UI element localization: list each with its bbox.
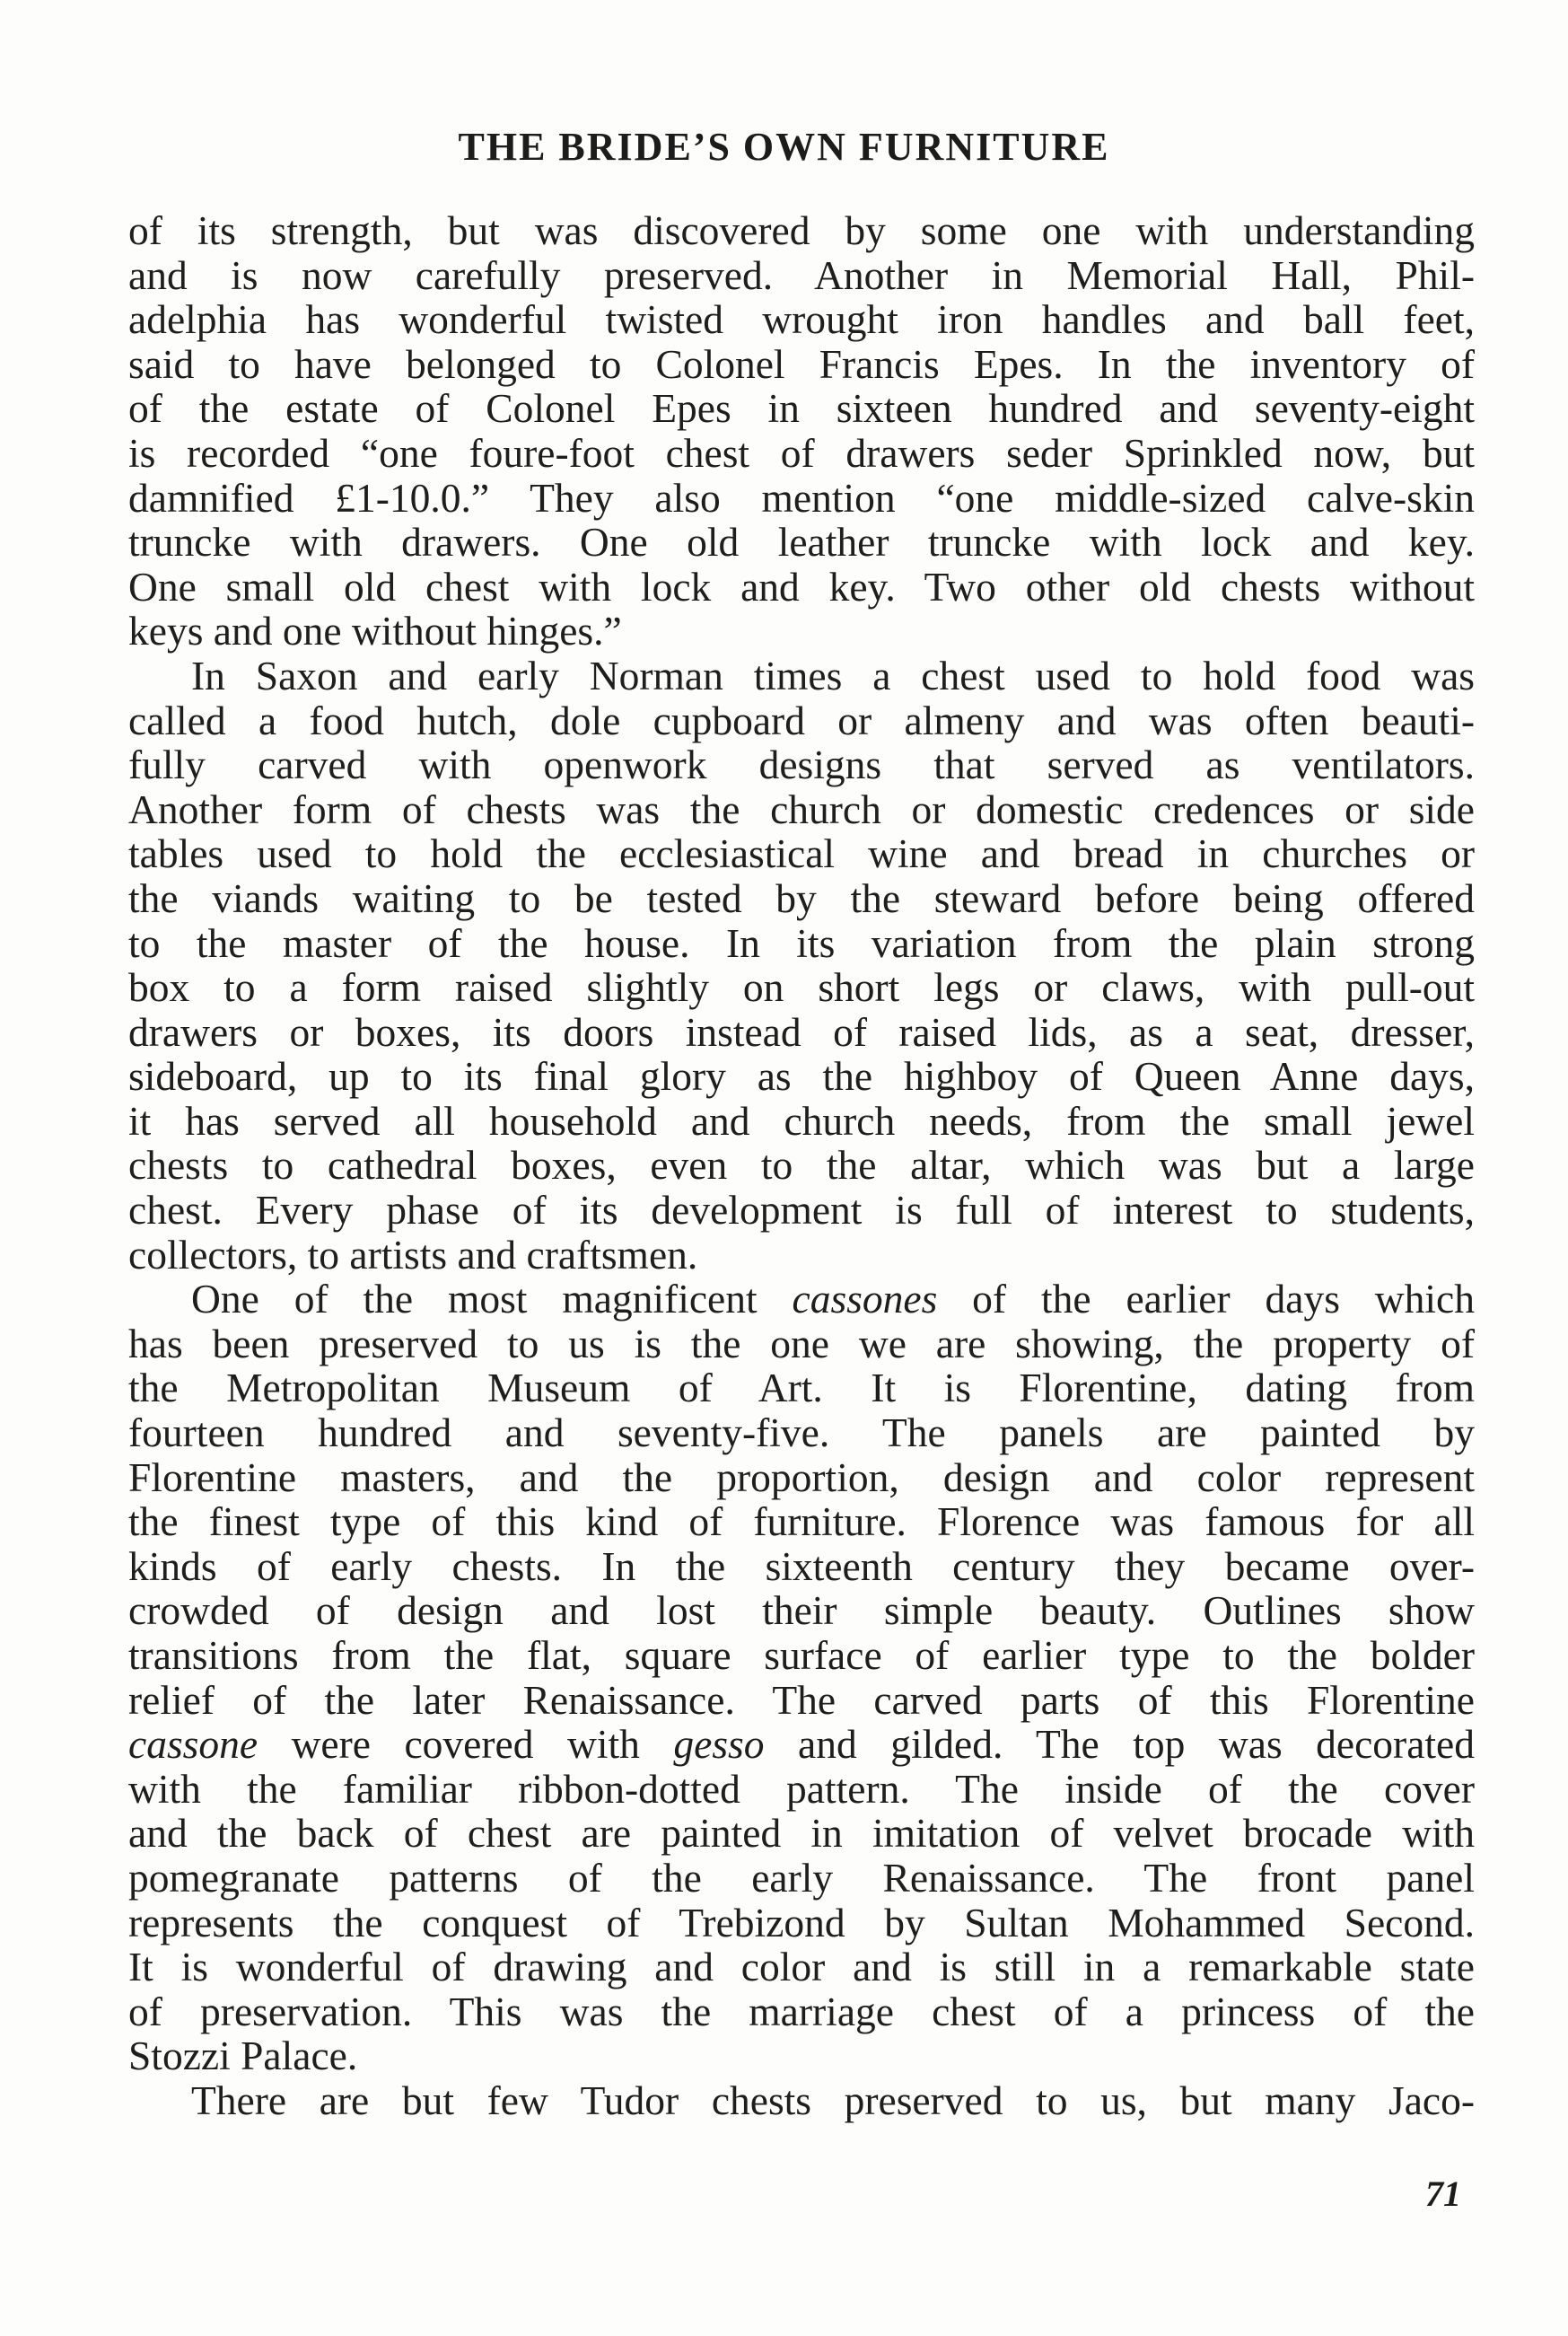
text-line: the finest type of this kind of furniture. Florence was famous for all [128, 1498, 1475, 1545]
text-line: represents the conquest of Trebizond by Sultan Mohammed Second. [128, 1899, 1475, 1945]
text-line: is recorded “one foure-foot chest of drawers seder Sprinkled now, but [128, 429, 1475, 476]
text-line: Stozzi Palace. [128, 2033, 358, 2079]
text-line: it has served all household and church needs, from the small jewel [128, 1097, 1475, 1144]
text-line: with the familiar ribbon-dotted pattern. The inside of the cover [128, 1765, 1475, 1812]
text-line: One of the most magnificent cassones of the earlier days which [191, 1276, 1475, 1322]
text-line: cassone were covered with gesso and gilded. The top was decorated [128, 1721, 1475, 1768]
text-line: of preservation. This was the marriage chest of a princess of the [128, 1988, 1475, 2034]
text-line: has been preserved to us is the one we are showing, the property of [128, 1320, 1475, 1366]
text-line: of its strength, but was discovered by some one with understanding [128, 207, 1475, 253]
text-line: fourteen hundred and seventy-five. The panels are painted by [128, 1410, 1475, 1456]
text-line: kinds of early chests. In the sixteenth century they became over- [128, 1542, 1475, 1589]
text-line: chests to cathedral boxes, even to the altar, which was but a large [128, 1142, 1475, 1189]
text-line: collectors, to artists and craftsmen. [128, 1231, 698, 1278]
text-line: said to have belonged to Colonel Francis Epes. In the inventory of [128, 340, 1475, 387]
italic-term: cassone [128, 1721, 258, 1768]
text-line: the viands waiting to be tested by the steward before being offered [128, 874, 1475, 921]
text-line: adelphia has wonderful twisted wrought iron handles and ball feet, [128, 296, 1475, 343]
paragraph [128, 654, 1475, 1277]
page-number: 71 [1425, 2174, 1461, 2214]
text-line: It is wonderful of drawing and color and is still in a remarkable state [128, 1944, 1475, 1990]
text-line: tables used to hold the ecclesiastical wine and bread in churches or [128, 830, 1475, 877]
text-line: relief of the later Renaissance. The carved parts of this Florentine [128, 1676, 1475, 1723]
text-line: damnified £1-10.0.” They also mention “one middle-sized calve-skin [128, 474, 1475, 521]
text-line: One small old chest with lock and key. Two other old chests without [128, 563, 1475, 610]
text-line: and is now carefully preserved. Another in Memorial Hall, Phil- [128, 251, 1475, 298]
text-line: box to a form raised slightly on short legs or claws, with pull-out [128, 964, 1475, 1011]
running-head: THE BRIDE’S OWN FURNITURE [458, 125, 1110, 169]
italic-term: cassones [792, 1276, 938, 1322]
text-line: fully carved with openwork designs that served as ventilators. [128, 742, 1475, 788]
text-line: to the master of the house. In its variation from the plain strong [128, 919, 1475, 966]
paragraph [128, 2078, 1475, 2123]
text-line: the Metropolitan Museum of Art. It is Florentine, dating from [128, 1365, 1475, 1411]
text-line: transitions from the flat, square surface of earlier type to the bolder [128, 1632, 1475, 1678]
text-line: chest. Every phase of its development is full of interest to students, [128, 1187, 1475, 1234]
text-line: drawers or boxes, its doors instead of raised lids, as a seat, dresser, [128, 1008, 1475, 1055]
text-line: called a food hutch, dole cupboard or almeny and was often beauti- [128, 697, 1475, 743]
body-text [128, 208, 1475, 2123]
text-line: keys and one without hinges.” [128, 608, 622, 654]
text-line: sideboard, up to its final glory as the highboy of Queen Anne days, [128, 1053, 1475, 1100]
text-line: truncke with drawers. One old leather truncke with lock and key. [128, 519, 1475, 566]
text-line: Another form of chests was the church or domestic credences or side [128, 786, 1475, 832]
text-line: and the back of chest are painted in imitation of velvet brocade with [128, 1810, 1475, 1857]
text-line: of the estate of Colonel Epes in sixteen hundred and seventy-eight [128, 385, 1475, 432]
italic-term: gesso [673, 1721, 765, 1768]
text-line: pomegranate patterns of the early Renaissance. The front panel [128, 1854, 1475, 1901]
paragraph [128, 1277, 1475, 2078]
paragraph [128, 208, 1475, 654]
text-line: There are but few Tudor chests preserved to us, but many Jaco- [191, 2077, 1475, 2123]
text-line: Florentine masters, and the proportion, design and color represent [128, 1453, 1475, 1500]
text-line: crowded of design and lost their simple beauty. Outlines show [128, 1587, 1475, 1634]
text-line: In Saxon and early Norman times a chest used to hold food was [191, 652, 1475, 698]
